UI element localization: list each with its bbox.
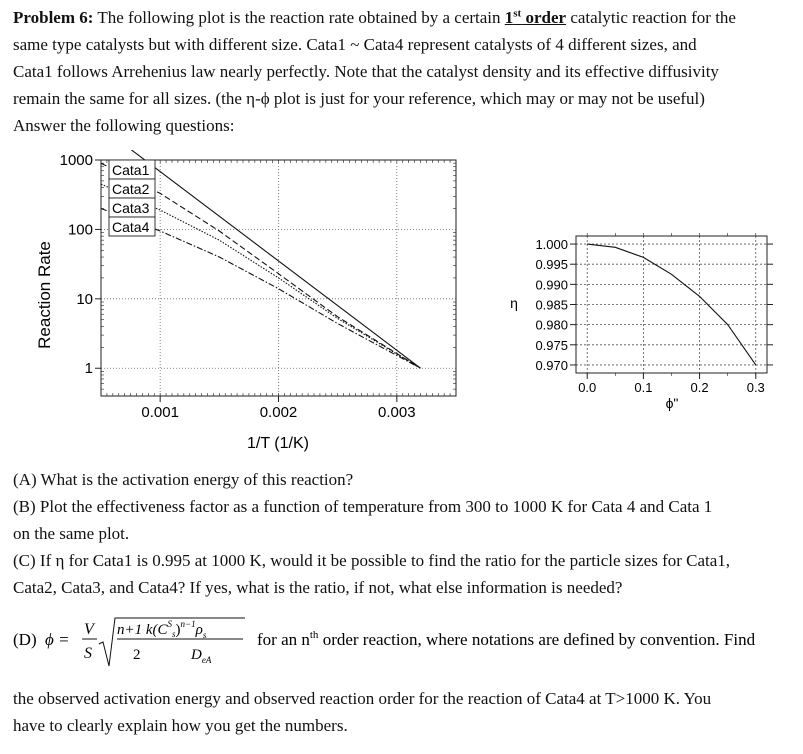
chart2-ytick-label: 1.000 <box>535 237 568 253</box>
problem-label: Problem 6: <box>13 8 94 27</box>
chart1-ytick-label: 10 <box>76 290 93 308</box>
chart2-xtick-label: 0.3 <box>746 380 765 395</box>
problem-line-4: remain the same for all sizes. (the η-ϕ plot is just for your reference, which may or may not be useful) <box>13 89 705 108</box>
chart1-ylabel: Reaction Rate <box>35 241 54 349</box>
question-b-line2: on the same plot. <box>13 524 130 543</box>
chart1-xtick-label: 0.002 <box>259 404 298 421</box>
chart2-ytick-label: 0.995 <box>535 257 568 273</box>
chart1-xlabel: 1/T (1/K) <box>247 435 309 452</box>
legend-label-cata4: Cata4 <box>112 219 150 235</box>
question-a: (A) What is the activation energy of this reaction? <box>13 470 354 489</box>
chart2-ytick-label: 0.985 <box>535 297 568 313</box>
d-numerator: n+1 $k(C^S_s)^{n-1}\rho_s$ <box>117 619 207 640</box>
question-d-line3: have to clearly explain how you get the numbers. <box>13 716 348 735</box>
legend-label-cata2: Cata2 <box>112 181 150 197</box>
chart2-ytick-label: 0.990 <box>535 277 568 293</box>
d-label: (D) <box>13 630 37 649</box>
legend-label-cata1: Cata1 <box>112 162 150 178</box>
problem-line-1 <box>13 4 736 31</box>
chart2-ytick-label: 0.980 <box>535 317 568 333</box>
chart2-xtick-label: 0.2 <box>690 380 709 395</box>
order-emphasis: 1st order <box>504 7 567 27</box>
question-c-line2: Cata2, Cata3, and Cata4? If yes, what is the ratio, if not, what else information is needed? <box>13 578 623 597</box>
chart2-xlabel: ϕ" <box>665 395 679 411</box>
d-text: for an $n^{th}$ order reaction, where notations are defined by convention. Find <box>257 629 756 649</box>
eta-phi-chart <box>490 228 790 428</box>
problem-line-3: Cata1 follows Arrehenius law nearly perfectly. Note that the catalyst density and its effective diffusivity <box>13 62 719 81</box>
question-c-line1: (C) If η for Cata1 is 0.995 at 1000 K, would it be possible to find the ratio for the particle sizes for Cata1, <box>13 551 731 570</box>
question-b-line1: (B) Plot the effectiveness factor as a function of temperature from 300 to 1000 K for Cata 4 and Cata 1 <box>13 497 713 516</box>
d-den-2: 2 <box>133 647 141 663</box>
problem-line-2: same type catalysts but with different size. Cata1 ~ Cata4 represent catalysts of 4 different sizes, and <box>13 35 697 54</box>
question-d-formula <box>13 612 803 672</box>
chart2-ylabel: η <box>510 295 518 311</box>
chart2-xtick-label: 0.1 <box>634 380 653 395</box>
intro-text: The following plot is the reaction rate obtained by a certain <box>97 8 501 27</box>
problem-line-5: Answer the following questions: <box>13 116 235 135</box>
d-phi: ϕ = <box>45 630 70 649</box>
chart2-ytick-label: 0.975 <box>535 337 568 353</box>
intro-text-cont: catalytic reaction for the <box>570 8 736 27</box>
chart1-ytick-label: 100 <box>67 221 93 239</box>
d-den-D: $D_{eA}$ <box>191 647 212 665</box>
d-V: V <box>84 621 94 638</box>
legend-label-cata3: Cata3 <box>112 200 150 216</box>
arrhenius-chart <box>0 150 470 460</box>
chart1-xtick-label: 0.001 <box>141 404 179 421</box>
chart1-ytick-label: 1000 <box>59 152 93 169</box>
chart2-ytick-label: 0.970 <box>535 357 568 373</box>
chart1-ytick-label: 1 <box>84 360 93 378</box>
d-S: S <box>84 645 92 662</box>
chart2-xtick-label: 0.0 <box>578 380 597 395</box>
chart1-xtick-label: 0.003 <box>378 404 416 421</box>
question-d-line2: the observed activation energy and observed reaction order for the reaction of Cata4 at T>1000 K. You <box>13 689 712 708</box>
